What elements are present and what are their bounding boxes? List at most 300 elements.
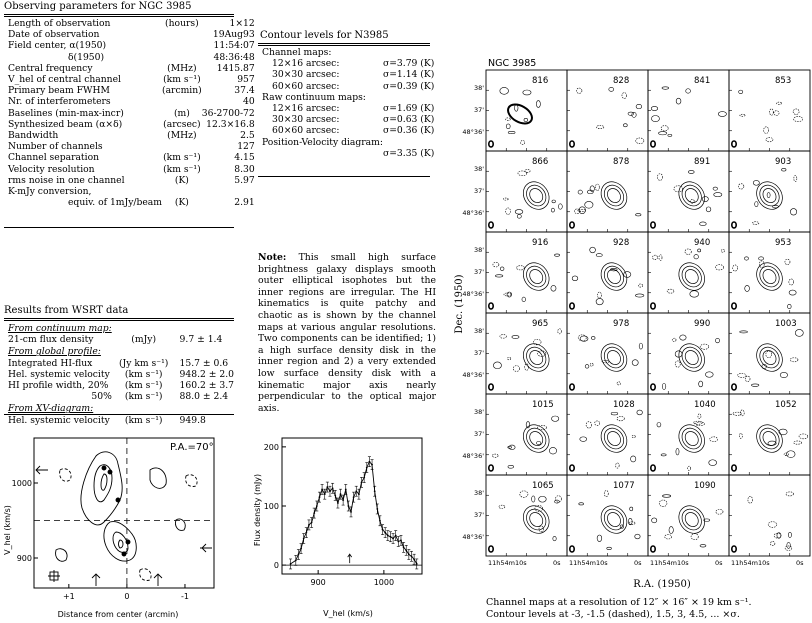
channel-noise-contour xyxy=(539,526,543,532)
observing-value: 2.5 xyxy=(240,130,255,142)
pv-contour xyxy=(104,522,136,561)
channel-beam xyxy=(570,222,574,228)
channel-noise-contour xyxy=(665,535,672,539)
channel-emission-contour xyxy=(678,424,705,452)
channel-noise-contour xyxy=(500,335,507,339)
channel-noise-contour xyxy=(591,337,595,340)
wsrt-label: 50% xyxy=(91,391,112,403)
channel-panel-frame xyxy=(729,70,810,151)
channel-emission-contour xyxy=(518,177,554,215)
channel-emission-contour xyxy=(596,258,632,296)
channel-noise-contour xyxy=(617,416,624,420)
channel-noise-contour xyxy=(787,451,796,458)
channel-panel-frame xyxy=(729,232,810,313)
ra-tick-label: 0s xyxy=(634,559,642,567)
pv-annotation: P.A.=70° xyxy=(170,442,214,453)
observing-value: 36-2700-72 xyxy=(201,107,255,119)
wsrt-unit: (km s⁻¹) xyxy=(124,380,163,392)
wsrt-value: 15.7 ± 0.6 xyxy=(179,357,229,369)
ra-tick-label: 0s xyxy=(715,559,723,567)
channel-noise-contour xyxy=(675,361,680,367)
channel-noise-contour xyxy=(520,491,528,498)
channel-noise-contour xyxy=(517,266,525,270)
channel-noise-contour xyxy=(709,460,717,466)
channel-noise-contour xyxy=(595,421,600,426)
wsrt-value: 949.8 xyxy=(179,414,206,426)
observing-value: 127 xyxy=(237,141,255,153)
dec-tick-label: 37' xyxy=(473,187,484,195)
channel-maps-xlabel: R.A. (1950) xyxy=(633,579,691,590)
observing-row xyxy=(8,119,255,130)
contour-sigma: σ=0.36 (K) xyxy=(382,125,435,137)
channel-noise-contour xyxy=(752,222,759,225)
gp-point xyxy=(345,489,347,491)
channel-maps-title: NGC 3985 xyxy=(488,58,537,69)
gp-point xyxy=(408,554,410,556)
channel-noise-contour xyxy=(784,453,788,456)
contour-row xyxy=(262,58,434,69)
channel-noise-contour xyxy=(512,336,519,339)
pv-xlabel: Distance from center (arcmin) xyxy=(57,610,179,619)
contour-sigma xyxy=(383,137,434,148)
wsrt-row xyxy=(8,391,234,402)
wsrt-value: 160.2 ± 3.7 xyxy=(179,380,234,392)
contour-label: Position-Velocity diagram: xyxy=(262,136,383,148)
dec-tick-label: 48°36' xyxy=(462,533,484,541)
channel-noise-contour xyxy=(622,93,627,99)
channel-noise-contour xyxy=(693,421,702,424)
channel-panel xyxy=(462,475,567,567)
channel-noise-contour xyxy=(790,209,796,216)
pv-contour-dashed xyxy=(186,475,197,487)
observing-label: Synthesized beam (α×δ) xyxy=(8,118,123,130)
channel-panel-frame xyxy=(648,70,729,151)
gp-ylabel: Flux density (mJy) xyxy=(253,473,262,547)
wsrt-unit: (Jy km s⁻¹) xyxy=(118,357,169,369)
channel-beam xyxy=(651,546,655,552)
channel-noise-contour xyxy=(500,267,504,271)
channel-noise-contour xyxy=(632,435,635,438)
channel-noise-contour xyxy=(748,496,753,503)
channel-velocity-label: 891 xyxy=(694,157,711,167)
channel-noise-contour xyxy=(506,124,510,129)
gp-point xyxy=(340,493,342,495)
gp-point xyxy=(313,512,315,514)
gp-point xyxy=(395,535,397,537)
channel-noise-contour xyxy=(668,134,672,136)
observing-unit xyxy=(162,141,202,152)
observing-value: 2.91 xyxy=(234,197,255,209)
observing-row xyxy=(8,152,255,163)
channel-emission-contour xyxy=(518,339,554,377)
channel-noise-contour xyxy=(525,170,530,173)
wsrt-section-title: From XV-diagram: xyxy=(8,403,94,415)
contour-label: Channel maps: xyxy=(262,47,332,58)
contour-sigma: σ=0.63 (K) xyxy=(382,114,435,126)
channel-noise-contour xyxy=(774,111,779,116)
wsrt-section-head xyxy=(8,322,234,334)
observing-row xyxy=(8,197,255,208)
channel-noise-contour xyxy=(499,505,505,508)
ra-tick-label: 0s xyxy=(553,559,561,567)
dec-tick-label: 48°36' xyxy=(462,290,484,298)
channel-noise-contour xyxy=(782,168,786,171)
channel-noise-contour xyxy=(639,343,642,349)
pv-contour-dashed xyxy=(60,469,71,482)
channel-noise-contour xyxy=(651,116,659,122)
observing-row xyxy=(8,96,255,107)
wsrt-unit: (km s⁻¹) xyxy=(124,368,163,380)
channel-velocity-label: 1052 xyxy=(775,400,797,410)
contours-rule-top2 xyxy=(258,45,430,46)
channel-emission-contour xyxy=(596,501,632,539)
channel-noise-contour xyxy=(555,496,561,502)
observing-label: V_hel of central channel xyxy=(8,74,121,86)
channel-noise-contour xyxy=(676,98,681,104)
observing-row xyxy=(8,52,255,63)
channel-noise-contour xyxy=(590,363,593,366)
channel-noise-contour xyxy=(667,289,674,293)
channel-emission-contour xyxy=(678,181,705,209)
channel-noise-contour xyxy=(523,90,531,95)
channel-beam xyxy=(732,303,736,309)
channel-emission-contour xyxy=(756,181,783,209)
gp-xlabel: V_hel (km/s) xyxy=(323,609,373,618)
channel-emission-contour xyxy=(751,258,787,296)
channel-noise-contour xyxy=(658,132,666,135)
channel-velocity-label: 1040 xyxy=(694,400,716,410)
channel-panel-frame xyxy=(567,232,648,313)
observing-label: K-mJy conversion, xyxy=(8,186,92,198)
channel-panel-frame xyxy=(648,313,729,394)
channel-panel-frame xyxy=(567,151,648,232)
contours-title: Contour levels for N3985 xyxy=(260,30,389,41)
channel-emission-contour xyxy=(600,505,627,533)
channel-noise-contour xyxy=(558,204,562,209)
global-profile xyxy=(248,430,428,620)
pv-point xyxy=(122,552,126,556)
contour-label: 60×60 arcsec: xyxy=(272,125,340,137)
channel-noise-contour xyxy=(786,492,794,496)
channel-noise-contour xyxy=(617,382,621,385)
channel-panel xyxy=(648,394,729,475)
channel-velocity-label: 990 xyxy=(694,319,711,329)
channel-emission-contour xyxy=(678,505,705,533)
channel-beam xyxy=(489,141,493,147)
dec-tick-label: 37' xyxy=(473,511,484,519)
channel-noise-contour xyxy=(630,507,633,511)
observing-title: Observing parameters for NGC 3985 xyxy=(4,1,192,12)
observing-value: 11:54:07 xyxy=(213,40,255,52)
channel-noise-contour xyxy=(691,534,698,540)
contour-row xyxy=(262,47,434,58)
observing-value: 19Aug93 xyxy=(212,29,255,41)
gp-point xyxy=(319,496,321,498)
channel-noise-contour xyxy=(604,490,608,496)
channel-noise-contour xyxy=(738,184,744,189)
gp-point xyxy=(326,486,328,488)
channel-noise-contour xyxy=(794,175,797,181)
channel-beam xyxy=(651,384,655,390)
channel-noise-contour xyxy=(698,249,701,252)
channel-noise-contour xyxy=(715,265,723,270)
channel-beam xyxy=(651,141,655,147)
channel-noise-contour xyxy=(635,294,644,297)
channel-noise-contour xyxy=(596,254,602,257)
gp-point xyxy=(316,505,318,507)
channel-velocity-label: 1090 xyxy=(694,481,716,491)
observing-row xyxy=(8,175,255,186)
channel-noise-contour xyxy=(755,202,758,207)
channel-panel xyxy=(462,151,567,232)
contours-rule-bottom xyxy=(258,176,430,177)
channel-noise-contour xyxy=(744,257,748,260)
wsrt-row xyxy=(8,369,234,380)
channel-noise-contour xyxy=(493,262,499,267)
channel-noise-contour xyxy=(624,272,631,278)
contour-row xyxy=(262,92,434,103)
wsrt-rule-top2 xyxy=(4,320,234,321)
channel-panel-frame xyxy=(648,151,729,232)
gp-ytick-label: 0 xyxy=(273,561,279,571)
channel-emission-contour xyxy=(596,420,632,458)
observing-label: Velocity resolution xyxy=(8,163,95,175)
channel-panel-frame xyxy=(729,394,810,475)
channel-beam xyxy=(489,465,493,471)
dec-tick-label: 48°36' xyxy=(462,209,484,217)
channel-noise-contour xyxy=(585,365,589,369)
channel-noise-contour xyxy=(662,495,670,498)
dec-tick-label: 48°36' xyxy=(462,452,484,460)
channel-noise-contour xyxy=(795,329,803,336)
wsrt-rule-top xyxy=(4,318,234,319)
wsrt-title: Results from WSRT data xyxy=(4,305,129,316)
contour-sigma xyxy=(383,47,434,58)
observing-unit xyxy=(162,186,202,197)
channel-emission-contour xyxy=(674,258,710,296)
gp-point xyxy=(321,489,323,491)
channel-noise-contour xyxy=(552,416,559,421)
observing-row xyxy=(8,141,255,152)
channel-noise-contour xyxy=(790,358,798,362)
channel-noise-contour xyxy=(524,118,528,121)
channel-emission-contour xyxy=(596,339,632,377)
channel-velocity-label: 1015 xyxy=(532,400,554,410)
gp-point xyxy=(416,563,418,565)
channel-noise-contour xyxy=(596,298,603,304)
channel-beam xyxy=(651,303,655,309)
dec-tick-label: 37' xyxy=(473,430,484,438)
channel-panel xyxy=(567,232,648,313)
channel-noise-contour xyxy=(659,500,667,507)
dec-tick-label: 38' xyxy=(473,165,484,173)
channel-noise-contour xyxy=(789,279,794,285)
pv-contour-dashed xyxy=(140,569,151,581)
dec-tick-label: 38' xyxy=(473,408,484,416)
channel-beam xyxy=(732,465,736,471)
contour-sigma: σ=0.39 (K) xyxy=(382,80,435,92)
channel-noise-contour xyxy=(777,102,782,104)
channel-emission-contour xyxy=(523,181,550,209)
channel-panel xyxy=(648,151,729,232)
channel-beam xyxy=(570,303,574,309)
channel-emission-contour xyxy=(600,343,627,371)
channel-noise-contour xyxy=(495,275,503,277)
contour-row xyxy=(262,125,434,136)
channel-beam xyxy=(489,222,493,228)
channel-noise-contour xyxy=(638,284,642,287)
observing-row xyxy=(8,186,255,197)
observing-unit xyxy=(162,96,202,107)
channel-panel-frame xyxy=(567,313,648,394)
channel-noise-contour xyxy=(507,357,510,360)
contour-row xyxy=(262,137,434,148)
gp-xtick-label: 1000 xyxy=(373,578,395,587)
wsrt-value: 948.2 ± 2.0 xyxy=(179,368,234,380)
gp-point xyxy=(363,477,365,479)
channel-panel-frame xyxy=(648,232,729,313)
channel-noise-contour xyxy=(631,456,636,462)
channel-noise-contour xyxy=(500,87,509,94)
channel-beam xyxy=(732,384,736,390)
observing-unit: (hours) xyxy=(165,18,199,29)
wsrt-label: 21-cm flux density xyxy=(8,334,94,346)
observing-row xyxy=(8,40,255,51)
gp-point xyxy=(334,494,336,496)
gp-point xyxy=(311,522,313,524)
channel-noise-contour xyxy=(688,171,694,174)
observing-row xyxy=(8,130,255,141)
optical-ellipse xyxy=(505,101,536,128)
channel-velocity-label: 816 xyxy=(532,76,549,86)
observing-unit xyxy=(162,52,202,63)
dec-tick-label: 38' xyxy=(473,246,484,254)
observing-unit: (km s⁻¹) xyxy=(163,74,201,86)
ra-tick-label: 11h54m10s xyxy=(650,559,689,567)
figure-caption xyxy=(486,597,752,621)
channel-maps-ylabel: Dec. (1950) xyxy=(454,274,465,334)
channel-beam xyxy=(732,141,736,147)
observing-unit xyxy=(162,29,202,40)
channel-emission-contour xyxy=(756,424,783,452)
channel-noise-contour xyxy=(766,138,773,142)
pv-contour xyxy=(56,549,67,562)
channel-noise-contour xyxy=(690,291,699,297)
observing-value: 5.97 xyxy=(234,174,255,186)
channel-noise-contour xyxy=(551,285,556,291)
channel-noise-contour xyxy=(716,509,723,514)
channel-panel xyxy=(567,475,648,567)
contour-sigma: σ=1.69 (K) xyxy=(382,103,435,115)
channel-emission-contour xyxy=(674,177,710,215)
channel-panel xyxy=(729,151,810,232)
channel-noise-contour xyxy=(632,112,636,117)
channel-panel xyxy=(462,313,567,394)
gp-point xyxy=(355,490,357,492)
channel-noise-contour xyxy=(715,338,719,343)
channel-noise-contour xyxy=(515,210,523,215)
channel-panel xyxy=(729,394,810,475)
channel-emission-contour xyxy=(751,177,787,215)
gp-point xyxy=(390,536,392,538)
observing-value: 12.3×16.8 xyxy=(206,118,255,130)
dec-tick-label: 37' xyxy=(473,268,484,276)
channel-noise-contour xyxy=(705,372,713,377)
gp-point xyxy=(358,493,360,495)
observing-rule-top xyxy=(4,14,234,15)
channel-noise-contour xyxy=(536,441,540,444)
channel-noise-contour xyxy=(579,503,584,505)
pv-contour xyxy=(101,474,107,490)
channel-emission-contour xyxy=(678,262,705,290)
channel-beam xyxy=(651,222,655,228)
channel-panel-frame xyxy=(567,394,648,475)
channel-noise-contour xyxy=(636,104,642,108)
caption-line-2: Contour levels at -3, -1.5 (dashed), 1.5, 3, 4.5, ... ×σ. xyxy=(486,609,740,620)
observing-label: Central frequency xyxy=(8,62,93,74)
channel-noise-contour xyxy=(672,338,676,341)
channel-noise-contour xyxy=(794,116,803,121)
contour-label: Raw continuum maps: xyxy=(262,91,366,103)
channel-noise-contour xyxy=(759,257,764,260)
channel-noise-contour xyxy=(539,496,547,502)
observing-label: δ(1950) xyxy=(68,51,105,63)
gp-point xyxy=(342,499,344,501)
channel-velocity-label: 1065 xyxy=(532,481,554,491)
channel-panel xyxy=(729,232,810,313)
channel-velocity-label: 878 xyxy=(613,157,630,167)
wsrt-section-title: From global profile: xyxy=(8,346,101,358)
channel-noise-contour xyxy=(674,186,683,192)
channel-emission-contour xyxy=(518,420,554,458)
observing-value: 957 xyxy=(237,74,255,86)
wsrt-unit: (km s⁻¹) xyxy=(124,391,163,403)
observing-value: 37.4 xyxy=(234,85,255,97)
contour-row xyxy=(262,103,434,114)
channel-velocity-label: 978 xyxy=(613,319,630,329)
channel-noise-contour xyxy=(590,247,596,253)
gp-point xyxy=(303,538,305,540)
channel-noise-contour xyxy=(669,527,673,534)
observing-label: Bandwidth xyxy=(8,130,59,142)
channel-noise-contour xyxy=(635,534,640,539)
wsrt-table xyxy=(8,322,234,426)
channel-emission-contour xyxy=(600,262,627,290)
channel-noise-contour xyxy=(549,447,556,454)
channel-noise-contour xyxy=(768,522,777,528)
caption-line-1: Channel maps at a resolution of 12″ × 16″ × 19 km s⁻¹. xyxy=(486,597,752,608)
observing-unit: (MHz) xyxy=(167,62,197,74)
channel-noise-contour xyxy=(509,445,515,449)
dec-tick-label: 48°36' xyxy=(462,371,484,379)
channel-beam xyxy=(570,546,574,552)
observing-row xyxy=(8,63,255,74)
ra-tick-label: 11h54m10s xyxy=(731,559,770,567)
observing-row xyxy=(8,85,255,96)
channel-noise-contour xyxy=(698,414,701,419)
gp-point xyxy=(382,529,384,531)
gp-point xyxy=(337,502,339,504)
pv-arrow-left xyxy=(36,466,48,474)
channel-noise-contour xyxy=(628,112,634,115)
note-label: Note: xyxy=(258,252,287,263)
gp-point xyxy=(305,532,307,534)
channel-noise-contour xyxy=(508,131,515,133)
channel-noise-contour xyxy=(785,259,790,265)
wsrt-unit: (km s⁻¹) xyxy=(124,414,163,426)
channel-noise-contour xyxy=(555,254,560,256)
channel-noise-contour xyxy=(659,255,662,261)
